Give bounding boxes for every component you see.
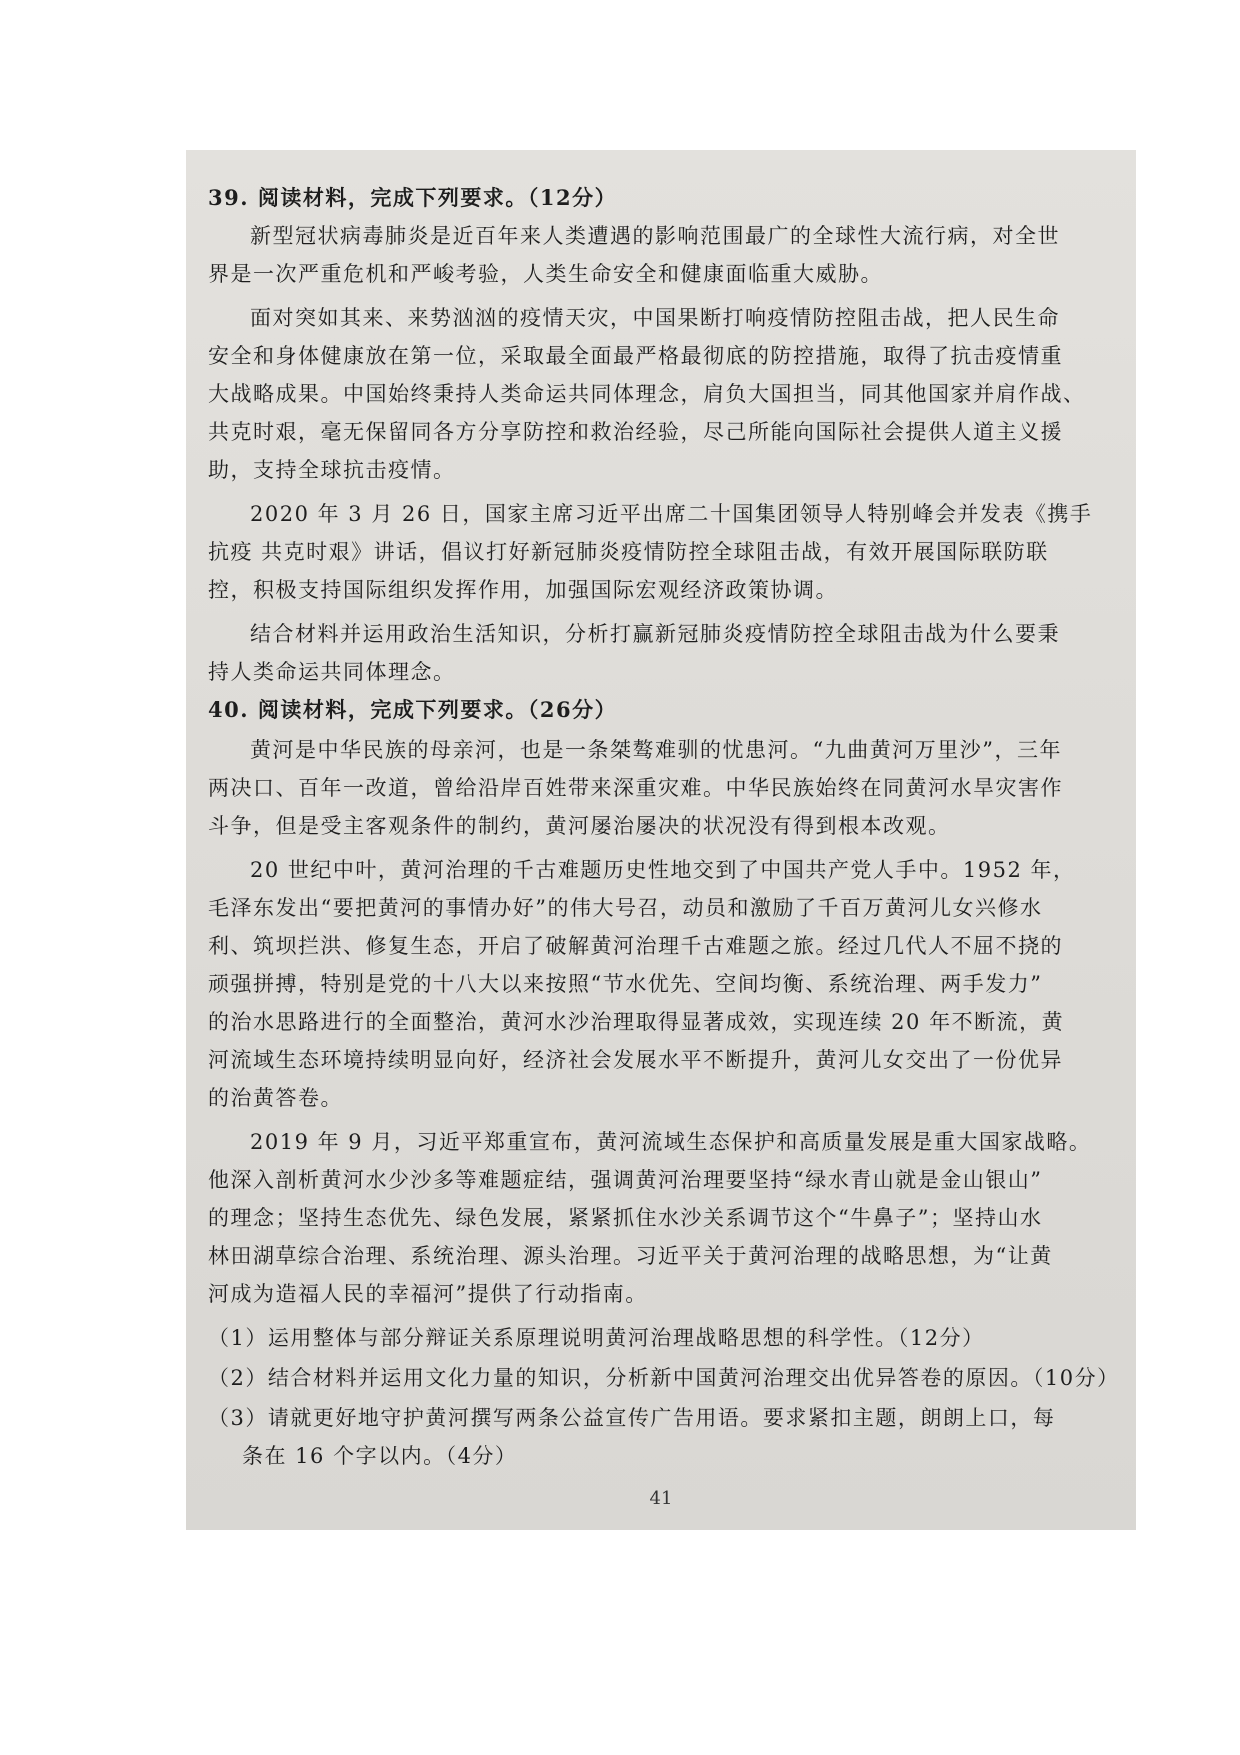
q40-paragraph-3-line-3: 的理念；坚持生态优先、绿色发展，紧紧抓住水沙关系调节这个“牛鼻子”；坚持山水 bbox=[208, 1206, 1043, 1230]
q40-paragraph-3-line-1: 2019 年 9 月，习近平郑重宣布，黄河流域生态保护和高质量发展是重大国家战略。 bbox=[250, 1130, 1092, 1154]
q39-paragraph-2-line-1: 面对突如其来、来势汹汹的疫情天灾，中国果断打响疫情防控阻击战，把人民生命 bbox=[250, 306, 1060, 330]
q40-paragraph-2-line-4: 顽强拼搏，特别是党的十八大以来按照“节水优先、空间均衡、系统治理、两手发力” bbox=[208, 972, 1043, 996]
q39-paragraph-3-line-3: 控，积极支持国际组织发挥作用，加强国际宏观经济政策协调。 bbox=[208, 578, 838, 602]
q40-paragraph-2-line-1: 20 世纪中叶，黄河治理的千古难题历史性地交到了中国共产党人手中。1952 年， bbox=[250, 858, 1076, 882]
q40-paragraph-1-line-1: 黄河是中华民族的母亲河，也是一条桀骜难驯的忧患河。“九曲黄河万里沙”，三年 bbox=[250, 738, 1062, 762]
q39-paragraph-1-line-2: 界是一次严重危机和严峻考验，人类生命安全和健康面临重大威胁。 bbox=[208, 262, 883, 286]
q40-paragraph-2-line-5: 的治水思路进行的全面整治，黄河水沙治理取得显著成效，实现连续 20 年不断流，黄 bbox=[208, 1010, 1065, 1034]
q39-paragraph-2-line-4: 共克时艰，毫无保留同各方分享防控和救治经验，尽己所能向国际社会提供人道主义援 bbox=[208, 420, 1063, 444]
q40-task-1: （1）运用整体与部分辩证关系原理说明黄河治理战略思想的科学性。（12分） bbox=[208, 1326, 985, 1350]
q40-paragraph-2-line-7: 的治黄答卷。 bbox=[208, 1086, 343, 1110]
q40-task-2: （2）结合材料并运用文化力量的知识，分析新中国黄河治理交出优异答卷的原因。（10分） bbox=[208, 1366, 1120, 1390]
question-40-title: 40. 阅读材料，完成下列要求。（26分） bbox=[208, 697, 618, 722]
q40-task-3-line-1: （3）请就更好地守护黄河撰写两条公益宣传广告用语。要求紧扣主题，朗朗上口，每 bbox=[208, 1406, 1056, 1430]
q39-task-line-2: 持人类命运共同体理念。 bbox=[208, 660, 456, 684]
q39-paragraph-2-line-5: 助，支持全球抗击疫情。 bbox=[208, 458, 456, 482]
q40-task-3-line-2: 条在 16 个字以内。（4分） bbox=[242, 1444, 518, 1468]
q39-paragraph-2-line-3: 大战略成果。中国始终秉持人类命运共同体理念，肩负大国担当，同其他国家并肩作战、 bbox=[208, 382, 1086, 406]
q40-paragraph-3-line-2: 他深入剖析黄河水少沙多等难题症结，强调黄河治理要坚持“绿水青山就是金山银山” bbox=[208, 1168, 1043, 1192]
q39-paragraph-1-line-1: 新型冠状病毒肺炎是近百年来人类遭遇的影响范围最广的全球性大流行病，对全世 bbox=[250, 224, 1060, 248]
q40-paragraph-1-line-2: 两决口、百年一改道，曾给沿岸百姓带来深重灾难。中华民族始终在同黄河水旱灾害作 bbox=[208, 776, 1063, 800]
q40-paragraph-2-line-6: 河流域生态环境持续明显向好，经济社会发展水平不断提升，黄河儿女交出了一份优异 bbox=[208, 1048, 1063, 1072]
page-number: 41 bbox=[649, 1488, 673, 1509]
q40-paragraph-1-line-3: 斗争，但是受主客观条件的制约，黄河屡治屡决的状况没有得到根本改观。 bbox=[208, 814, 951, 838]
photographed-exam-page bbox=[186, 150, 1136, 1530]
q40-paragraph-2-line-2: 毛泽东发出“要把黄河的事情办好”的伟大号召，动员和激励了千百万黄河儿女兴修水 bbox=[208, 896, 1043, 920]
q39-task-line-1: 结合材料并运用政治生活知识，分析打赢新冠肺炎疫情防控全球阻击战为什么要秉 bbox=[250, 622, 1060, 646]
question-39-title: 39. 阅读材料，完成下列要求。（12分） bbox=[208, 185, 618, 210]
q39-paragraph-2-line-2: 安全和身体健康放在第一位，采取最全面最严格最彻底的防控措施，取得了抗击疫情重 bbox=[208, 344, 1063, 368]
q40-paragraph-3-line-4: 林田湖草综合治理、系统治理、源头治理。习近平关于黄河治理的战略思想，为“让黄 bbox=[208, 1244, 1053, 1268]
q39-paragraph-3-line-1: 2020 年 3 月 26 日，国家主席习近平出席二十国集团领导人特别峰会并发表《携手 bbox=[250, 502, 1093, 526]
q40-paragraph-2-line-3: 利、筑坝拦洪、修复生态，开启了破解黄河治理千古难题之旅。经过几代人不屈不挠的 bbox=[208, 934, 1063, 958]
q40-paragraph-3-line-5: 河成为造福人民的幸福河”提供了行动指南。 bbox=[208, 1282, 648, 1306]
q39-paragraph-3-line-2: 抗疫 共克时艰》讲话，倡议打好新冠肺炎疫情防控全球阻击战，有效开展国际联防联 bbox=[208, 540, 1049, 564]
